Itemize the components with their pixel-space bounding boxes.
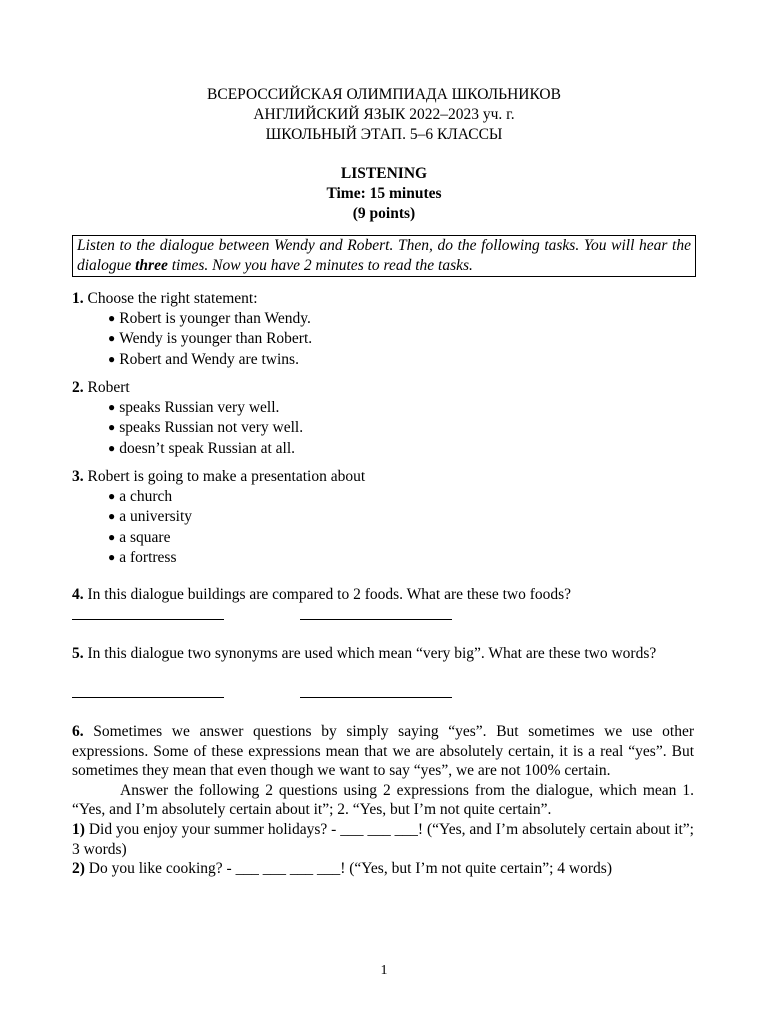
question-3-option: ● a university bbox=[108, 507, 694, 528]
question-6-sub2-text: Do you like cooking? - ___ ___ ___ ___! (“Yes, but I’m not quite certain”; 4 words) bbox=[84, 860, 612, 878]
question-3-text: Robert is going to make a presentation about bbox=[83, 468, 366, 485]
page-number: 1 bbox=[380, 963, 388, 978]
instructions-text-2: times. Now you have 2 minutes to read the tasks. bbox=[167, 257, 473, 274]
olympiad-title: ВСЕРОССИЙСКАЯ ОЛИМПИАДА ШКОЛЬНИКОВ bbox=[207, 86, 561, 103]
question-1-option: ● Robert is younger than Wendy. bbox=[108, 309, 694, 330]
instructions-box bbox=[72, 235, 696, 277]
answer-line[interactable] bbox=[300, 605, 452, 620]
section-points: (9 points) bbox=[352, 205, 416, 222]
question-4-number: 4. bbox=[72, 586, 84, 603]
question-5 bbox=[72, 644, 694, 664]
question-2-option: ● speaks Russian very well. bbox=[108, 398, 694, 419]
instructions-emphasis: three bbox=[135, 257, 168, 274]
question-3-option: ● a square bbox=[108, 528, 694, 549]
subject-year: АНГЛИЙСКИЙ ЯЗЫК 2022–2023 уч. г. bbox=[253, 106, 515, 123]
instructions-text-1: Listen to the dialogue between Wendy and Robert. Then, do the following tasks. You will hear the dialogue bbox=[77, 237, 691, 274]
question-4 bbox=[72, 585, 694, 605]
answer-line[interactable] bbox=[72, 605, 224, 620]
question-3-option: ● a church bbox=[108, 487, 694, 508]
question-2-option: ● speaks Russian not very well. bbox=[108, 418, 694, 439]
section-title: LISTENING bbox=[340, 165, 428, 182]
answer-line[interactable] bbox=[300, 683, 452, 698]
answer-line[interactable] bbox=[72, 683, 224, 698]
question-3-number: 3. bbox=[72, 468, 84, 485]
question-6-text: Sometimes we answer questions by simply saying “yes”. But sometimes we use other expressions. Some of these expressions mean that we are absolutely certain, it is a real “yes”. But sometimes they mean that even though we want to say “yes”, we are not 100% certain. bbox=[72, 723, 694, 780]
stage-grades: ШКОЛЬНЫЙ ЭТАП. 5–6 КЛАССЫ bbox=[265, 126, 503, 143]
question-1 bbox=[72, 289, 694, 370]
question-5-answer-lines bbox=[72, 683, 452, 703]
question-6-instruction: Answer the following 2 questions using 2 expressions from the dialogue, which mean 1. “Yes, and I’m absolutely certain about it”; 2. “Yes, but I’m not quite certain”. bbox=[72, 781, 694, 819]
question-4-answer-lines bbox=[72, 605, 452, 625]
section-time: Time: 15 minutes bbox=[326, 185, 442, 202]
question-5-number: 5. bbox=[72, 645, 84, 662]
question-4-text: In this dialogue buildings are compared to 2 foods. What are these two foods? bbox=[83, 586, 572, 603]
question-3 bbox=[72, 467, 694, 569]
question-5-text: In this dialogue two synonyms are used which mean “very big”. What are these two words? bbox=[83, 645, 657, 662]
question-6-sub1-number: 1) bbox=[72, 820, 85, 838]
question-3-option: ● a fortress bbox=[108, 548, 694, 569]
question-6-sub2-number: 2) bbox=[72, 860, 85, 878]
question-1-text: Choose the right statement: bbox=[83, 290, 258, 307]
question-6-number: 6. bbox=[72, 723, 84, 740]
question-2-number: 2. bbox=[72, 379, 84, 396]
question-2-option: ● doesn’t speak Russian at all. bbox=[108, 439, 694, 460]
question-6-sub1-text: Did you enjoy your summer holidays? - ___ ___ ___! (“Yes, and I’m absolutely certain about it”; 3 words) bbox=[72, 820, 694, 858]
question-1-number: 1. bbox=[72, 290, 84, 307]
question-2 bbox=[72, 378, 694, 459]
question-6 bbox=[72, 722, 694, 879]
question-1-option: ● Robert and Wendy are twins. bbox=[108, 350, 694, 371]
question-1-option: ● Wendy is younger than Robert. bbox=[108, 329, 694, 350]
question-2-text: Robert bbox=[83, 379, 130, 396]
